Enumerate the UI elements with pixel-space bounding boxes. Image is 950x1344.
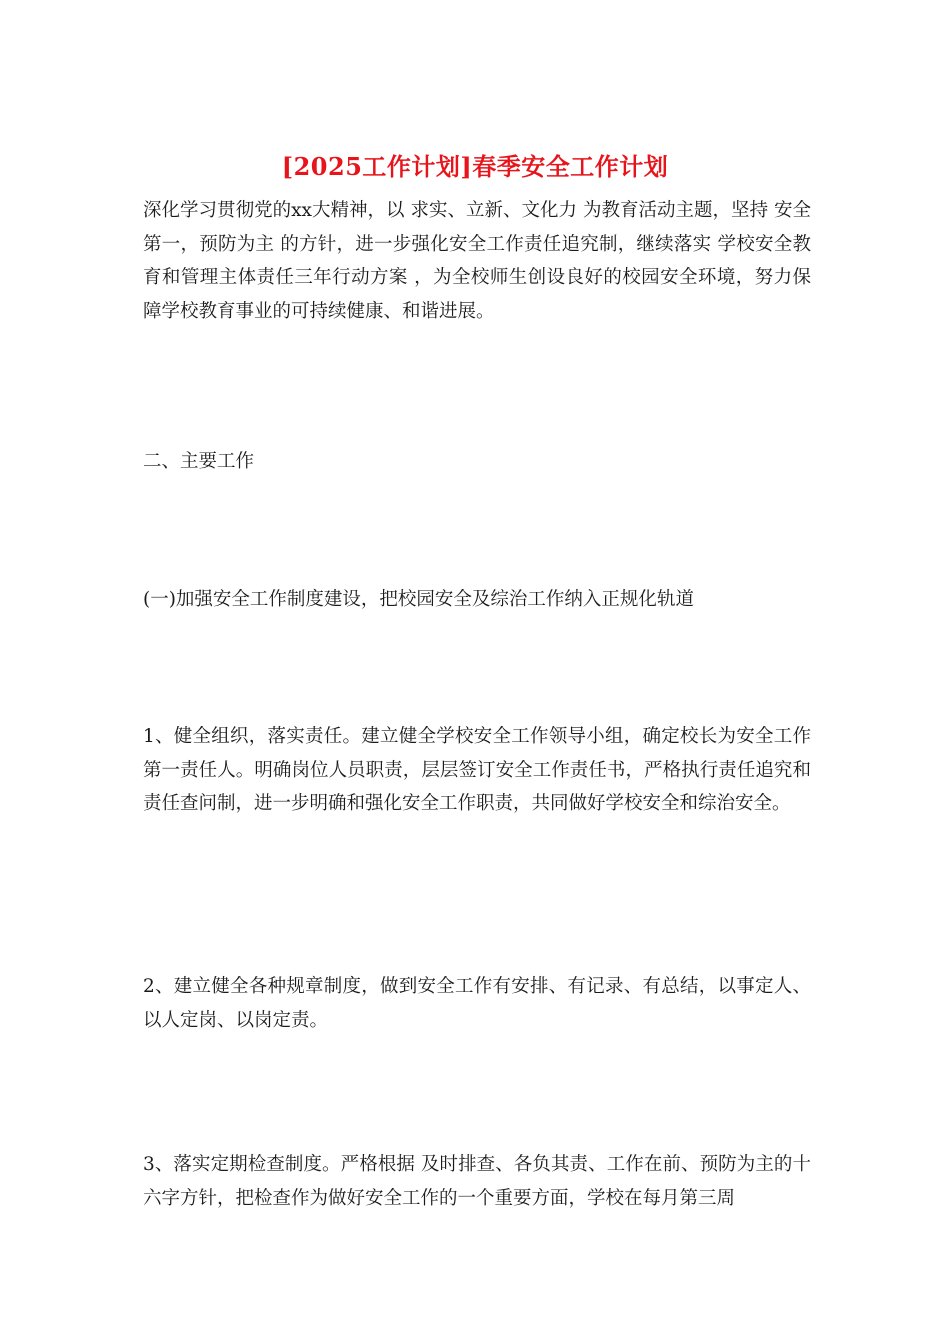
- document-title: [2025工作计划]春季安全工作计划: [281, 152, 669, 181]
- intro-paragraph: 深化学习贯彻党的xx大精神，以 求实、立新、文化力 为教育活动主题，坚持 安全第一，预防为主 的方针，进一步强化安全工作责任追究制，继续落实 学校安全教育和管理主体责任三年行动方案 ，为全校师生创设良好的校园安全环境，努力保障学校教育事业的可持续健康、和谐进展。: [143, 200, 811, 322]
- item-2-paragraph: 2、建立健全各种规章制度，做到安全工作有安排、有记录、有总结，以事定人、以人定岗、以岗定责。: [143, 976, 811, 1031]
- item-3-paragraph: 3、落实定期检查制度。严格根据 及时排查、各负其责、工作在前、预防为主的十六字方针，把检查作为做好安全工作的一个重要方面，学校在每月第三周: [143, 1154, 811, 1209]
- item-1-paragraph: 1、健全组织，落实责任。建立健全学校安全工作领导小组，确定校长为安全工作第一责任人。明确岗位人员职责，层层签订安全工作责任书，严格执行责任追究和责任查问制，进一步明确和强化安全工作职责，共同做好学校安全和综治安全。: [143, 726, 811, 814]
- section-heading-main-work: 二、主要工作: [143, 451, 255, 472]
- subsection-heading-1: (一)加强安全工作制度建设，把校园安全及综治工作纳入正规化轨道: [143, 589, 694, 610]
